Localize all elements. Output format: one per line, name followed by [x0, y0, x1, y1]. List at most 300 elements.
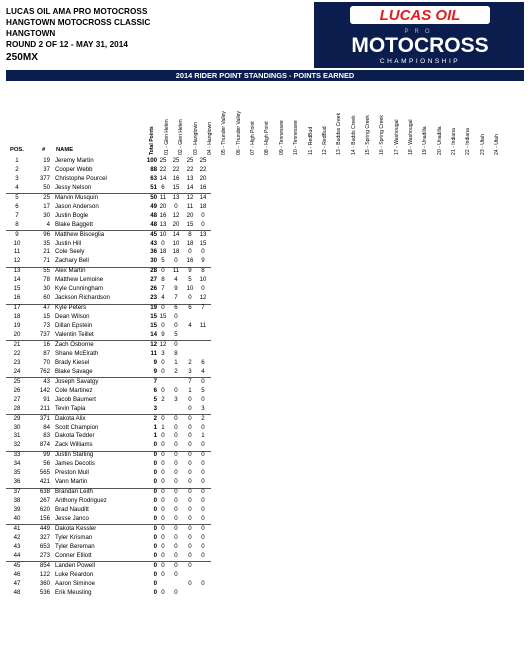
rider-position: 34 [13, 460, 21, 468]
rider-name: Cole Martinez [55, 386, 93, 394]
round-points: 0 [188, 506, 192, 513]
table-row [0, 432, 530, 441]
rider-name: James Decotis [55, 460, 95, 468]
table-row [0, 460, 530, 469]
round-header: 15 - Spring Creek [364, 115, 371, 155]
rider-number: 71 [43, 257, 50, 265]
rider-number: 47 [43, 304, 50, 312]
rider-number: 56 [43, 460, 50, 468]
round-points: 6 [201, 358, 205, 366]
rider-position: 33 [13, 451, 21, 459]
round-points: 3 [201, 404, 205, 412]
round-points: 0 [188, 460, 192, 468]
rider-position: 32 [13, 441, 21, 449]
round-points: 0 [188, 248, 192, 256]
round-points: 0 [188, 497, 192, 505]
table-row [0, 248, 530, 257]
rider-total-points: 0 [153, 460, 157, 468]
round-points: 0 [161, 451, 165, 459]
rider-total-points: 3 [153, 404, 157, 412]
rider-number: 83 [43, 432, 50, 440]
round-points: 11 [172, 267, 180, 275]
rider-number: 762 [39, 367, 50, 375]
rider-total-points: 9 [153, 367, 157, 375]
rider-position: 35 [13, 469, 21, 477]
rider-total-points: 50 [150, 193, 157, 201]
rider-number: 620 [39, 506, 50, 513]
round-points: 7 [201, 304, 205, 312]
round-points: 0 [161, 588, 165, 596]
round-points: 0 [174, 525, 178, 532]
round-points: 5 [161, 257, 165, 265]
round-header: 14 - Budds Creek [350, 115, 357, 155]
rider-position: 47 [13, 579, 21, 587]
rider-name: Scott Champion [55, 423, 99, 431]
rider-position: 15 [13, 285, 21, 293]
rider-name: Erik Meusling [55, 588, 92, 596]
rider-position: 25 [13, 377, 21, 385]
rider-name: Blake Baggett [55, 220, 93, 228]
round-points: 20 [172, 220, 180, 228]
rider-number: 55 [43, 267, 50, 275]
rider-name: Jeremy Martin [55, 157, 94, 164]
rider-position: 16 [13, 294, 21, 302]
rider-number: 43 [43, 377, 50, 385]
table-row [0, 488, 530, 497]
rider-position: 40 [13, 514, 21, 522]
round-points: 14 [199, 193, 207, 201]
table-row [0, 175, 530, 184]
table-row [0, 294, 530, 303]
rider-total-points: 0 [153, 514, 157, 522]
round-points: 5 [188, 276, 192, 284]
logo-championship-text: CHAMPIONSHIP [379, 58, 461, 65]
rider-position: 1 [15, 157, 19, 164]
table-row [0, 424, 530, 433]
round-points: 0 [161, 267, 165, 275]
rider-total-points: 12 [150, 341, 157, 348]
table-row [0, 166, 530, 175]
rider-position: 20 [13, 330, 21, 338]
rider-total-points: 36 [150, 248, 157, 256]
round-points: 0 [161, 542, 165, 550]
rider-position: 30 [13, 423, 21, 431]
round-points: 0 [161, 488, 165, 496]
rider-name: Marvin Musquin [55, 193, 99, 201]
rider-name: Landen Powell [55, 561, 95, 569]
table-row [0, 497, 530, 506]
table-row [0, 469, 530, 478]
table-row [0, 304, 530, 313]
rider-total-points: 0 [153, 542, 157, 550]
rider-number: 142 [39, 386, 50, 394]
round-points: 8 [174, 349, 178, 357]
round-points: 0 [188, 441, 192, 449]
round-points: 0 [201, 220, 205, 228]
round-points: 0 [201, 506, 205, 513]
round-points: 0 [201, 497, 205, 505]
rider-number: 122 [39, 570, 50, 578]
rider-number: 50 [43, 183, 50, 191]
round-points: 0 [174, 478, 178, 486]
rider-name: Zack Williams [55, 441, 93, 449]
round-points: 0 [174, 561, 178, 569]
series-title: LUCAS OIL AMA PRO MOTOCROSS [6, 7, 148, 16]
round-points: 0 [188, 423, 192, 431]
rider-position: 11 [13, 248, 21, 256]
round-points: 2 [188, 358, 192, 366]
round-points: 11 [199, 322, 207, 329]
rider-name: Alex Martin [55, 267, 86, 275]
table-row [0, 543, 530, 552]
rider-total-points: 0 [153, 561, 157, 569]
rider-position: 13 [13, 267, 21, 275]
round-points: 0 [161, 414, 165, 422]
round-points: 0 [201, 514, 205, 522]
round-points: 0 [161, 561, 165, 569]
round-header: 09 - Tennessee [278, 120, 285, 155]
rider-position: 39 [13, 506, 21, 513]
logo-graphic [314, 2, 524, 68]
lucas-oil-motocross-logo [314, 2, 524, 68]
round-points: 7 [174, 294, 178, 302]
table-row [0, 221, 530, 230]
round-points: 1 [161, 423, 165, 431]
rider-position: 9 [15, 230, 19, 238]
round-points: 0 [188, 514, 192, 522]
round-points: 0 [201, 285, 205, 293]
rider-total-points: 0 [153, 478, 157, 486]
round-points: 3 [188, 367, 192, 375]
rider-position: 26 [13, 386, 21, 394]
round-points: 20 [186, 211, 194, 219]
round-points: 0 [201, 542, 205, 550]
rider-number: 70 [43, 358, 50, 366]
rider-name: Dillan Epstein [55, 322, 93, 329]
table-row [0, 157, 530, 166]
rider-total-points: 0 [153, 525, 157, 532]
round-points: 22 [172, 165, 180, 173]
round-points: 0 [201, 478, 205, 486]
round-points: 0 [201, 533, 205, 541]
rider-position: 2 [15, 165, 19, 173]
round-points: 20 [199, 174, 207, 182]
table-row [0, 405, 530, 414]
round-points: 0 [188, 561, 192, 569]
rider-position: 18 [13, 313, 21, 321]
round-points: 14 [172, 230, 180, 238]
rider-position: 6 [15, 202, 19, 210]
rider-name: Matthew Lemoine [55, 276, 104, 284]
round-points: 25 [199, 157, 207, 164]
rider-number: 4 [46, 220, 50, 228]
round-points: 0 [188, 478, 192, 486]
round-points: 0 [161, 322, 165, 329]
rider-number: 25 [43, 193, 50, 201]
round-header: 12 - RedBud [321, 126, 328, 155]
round-points: 16 [199, 183, 207, 191]
rider-number: 30 [43, 285, 50, 293]
round-points: 12 [159, 341, 167, 348]
round-header: 07 - High Point [250, 121, 257, 155]
round-points: 5 [174, 330, 178, 338]
rider-number: 60 [43, 294, 50, 302]
rider-number: 377 [39, 174, 50, 182]
rider-name: Brandan Leith [55, 488, 93, 496]
round-points: 25 [159, 157, 167, 164]
rider-number: 267 [39, 497, 50, 505]
table-row [0, 571, 530, 580]
round-points: 0 [188, 525, 192, 532]
round-points: 0 [174, 469, 178, 477]
round-points: 0 [174, 542, 178, 550]
round-header: 24 - Utah [494, 134, 501, 155]
rider-total-points: 0 [153, 441, 157, 449]
rider-total-points: 14 [150, 330, 157, 338]
round-points: 0 [188, 395, 192, 403]
rider-position: 5 [15, 193, 19, 201]
rider-number: 87 [43, 349, 50, 357]
table-row [0, 350, 530, 359]
round-points: 0 [188, 551, 192, 559]
rider-number: 211 [40, 404, 50, 412]
rider-name: Tyler Bereman [55, 542, 95, 550]
round-points: 0 [174, 441, 178, 449]
rider-number: 360 [39, 579, 50, 587]
round-points: 8 [161, 276, 165, 284]
rider-name: Jackson Richardson [55, 294, 110, 302]
round-info: ROUND 2 OF 12 - MAY 31, 2014 [6, 40, 128, 49]
rider-position: 19 [13, 322, 21, 329]
round-points: 9 [188, 267, 192, 275]
round-header: 19 - Unadilla [422, 126, 429, 155]
round-points: 1 [201, 432, 205, 440]
round-points: 10 [159, 230, 167, 238]
rider-number: 15 [43, 313, 50, 321]
table-row [0, 525, 530, 534]
rider-position: 14 [13, 276, 21, 284]
round-points: 13 [159, 220, 167, 228]
table-row [0, 552, 530, 561]
rider-name: Blake Savage [55, 367, 93, 375]
round-points: 13 [172, 193, 180, 201]
round-points: 0 [174, 514, 178, 522]
round-points: 15 [172, 183, 180, 191]
rider-total-points: 0 [153, 551, 157, 559]
round-points: 0 [188, 533, 192, 541]
round-points: 0 [201, 211, 205, 219]
round-points: 18 [199, 202, 207, 210]
round-points: 0 [201, 248, 205, 256]
table-row [0, 322, 530, 331]
round-points: 0 [161, 358, 165, 366]
round-points: 18 [186, 239, 194, 247]
round-points: 6 [188, 304, 192, 312]
table-row [0, 562, 530, 571]
rider-name: Kyle Cunningham [55, 285, 104, 293]
round-points: 6 [174, 304, 178, 312]
round-header: 02 - Glen Helen [178, 119, 185, 155]
round-points: 0 [188, 414, 192, 422]
round-points: 1 [174, 358, 178, 366]
round-points: 0 [174, 488, 178, 496]
round-points: 9 [174, 285, 178, 293]
table-row [0, 378, 530, 387]
round-points: 0 [174, 533, 178, 541]
rider-position: 43 [13, 542, 21, 550]
rider-total-points: 48 [150, 211, 157, 219]
rider-number: 737 [39, 330, 50, 338]
round-points: 0 [174, 506, 178, 513]
rider-number: 327 [39, 533, 50, 541]
round-points: 18 [172, 248, 180, 256]
round-header: 08 - High Point [264, 121, 271, 155]
rider-name: Dakota Kessler [55, 525, 97, 532]
table-row [0, 387, 530, 396]
round-points: 0 [161, 570, 165, 578]
rider-name: Dakota Tedder [55, 432, 95, 440]
round-points: 16 [186, 257, 194, 265]
number-header: # [42, 147, 46, 153]
round-points: 16 [159, 211, 167, 219]
rider-name: Tevin Tapia [55, 404, 86, 412]
round-points: 0 [188, 432, 192, 440]
round-header: 01 - Glen Helen [164, 119, 170, 155]
rider-total-points: 0 [153, 451, 157, 459]
round-points: 0 [201, 551, 205, 559]
round-points: 0 [174, 451, 178, 459]
round-points: 0 [201, 488, 205, 496]
rider-position: 22 [13, 349, 21, 357]
rider-position: 41 [13, 525, 21, 532]
rider-total-points: 0 [153, 497, 157, 505]
round-header: 13 - Buddss Creek [336, 112, 343, 155]
logo-motocross-text: MOTOCROSS [351, 34, 489, 57]
rider-position: 24 [13, 367, 21, 375]
rider-total-points: 28 [150, 267, 157, 275]
round-header: 05 - Thunder Valley [221, 111, 228, 155]
round-points: 0 [161, 386, 165, 394]
rider-number: 16 [43, 341, 50, 348]
round-points: 13 [186, 174, 194, 182]
rider-total-points: 15 [150, 313, 157, 321]
rider-name: Conner Elliott [55, 551, 92, 559]
rider-total-points: 0 [153, 570, 157, 578]
round-points: 0 [201, 395, 205, 403]
rider-total-points: 9 [153, 358, 157, 366]
round-points: 0 [201, 451, 205, 459]
table-row [0, 203, 530, 212]
rider-position: 48 [13, 588, 21, 596]
round-points: 0 [161, 497, 165, 505]
rider-total-points: 1 [153, 423, 157, 431]
rider-number: 73 [43, 322, 50, 329]
rider-number: 536 [39, 588, 50, 596]
rider-position: 45 [13, 561, 21, 569]
table-row [0, 451, 530, 460]
rider-name: Vann Martin [55, 478, 88, 486]
rider-position: 46 [13, 570, 21, 578]
rider-number: 78 [43, 276, 50, 284]
round-points: 0 [188, 469, 192, 477]
round-points: 4 [161, 294, 165, 302]
rider-total-points: 30 [150, 257, 157, 265]
round-points: 12 [186, 193, 194, 201]
rider-number: 156 [39, 514, 50, 522]
round-points: 4 [174, 276, 178, 284]
rider-number: 91 [43, 395, 50, 403]
rider-total-points: 88 [150, 165, 157, 173]
round-points: 0 [174, 423, 178, 431]
round-points: 8 [201, 267, 205, 275]
rider-position: 8 [15, 220, 19, 228]
rider-total-points: 48 [150, 220, 157, 228]
rider-name: Aaron Siminoe [55, 579, 95, 587]
rider-name: Preston Mull [55, 469, 89, 477]
rider-position: 7 [15, 211, 19, 219]
rider-name: Valentin Teillet [55, 330, 94, 338]
standings-banner: 2014 RIDER POINT STANDINGS - POINTS EARNED [6, 70, 524, 81]
round-points: 9 [161, 330, 165, 338]
table-row [0, 441, 530, 450]
rider-number: 874 [39, 441, 50, 449]
rider-number: 37 [43, 165, 50, 173]
round-header: 22 - Indiana [465, 128, 472, 155]
round-points: 0 [161, 469, 165, 477]
round-points: 0 [161, 432, 165, 440]
table-row [0, 534, 530, 543]
rider-name: Jacob Baumert [55, 395, 96, 403]
rider-total-points: 0 [153, 588, 157, 596]
table-row [0, 240, 530, 249]
rider-number: 449 [39, 525, 50, 532]
table-row [0, 285, 530, 294]
table-row [0, 257, 530, 266]
round-points: 2 [201, 414, 205, 422]
rider-position: 29 [13, 414, 21, 422]
round-points: 0 [161, 551, 165, 559]
round-header: 16 - Spring Creek [379, 115, 386, 155]
round-points: 2 [174, 367, 178, 375]
round-points: 12 [199, 294, 207, 302]
rider-name: Jesse Janco [55, 514, 89, 522]
rider-total-points: 49 [150, 202, 157, 210]
round-points: 10 [186, 285, 194, 293]
class-label: 250MX [6, 52, 38, 63]
rider-position: 37 [13, 488, 21, 496]
rider-total-points: 15 [150, 322, 157, 329]
round-points: 0 [174, 414, 178, 422]
rider-name: Cole Seely [55, 248, 85, 256]
rider-total-points: 0 [153, 488, 157, 496]
table-row [0, 415, 530, 424]
round-points: 15 [199, 239, 207, 247]
rider-name: Shane McElrath [55, 349, 99, 357]
rider-total-points: 45 [150, 230, 157, 238]
round-points: 0 [161, 525, 165, 532]
round-points: 4 [188, 322, 192, 329]
round-points: 0 [174, 588, 178, 596]
rider-number: 371 [39, 414, 50, 422]
rider-total-points: 100 [146, 157, 157, 164]
round-points: 22 [186, 165, 194, 173]
round-points: 8 [188, 230, 192, 238]
round-points: 25 [172, 157, 180, 164]
round-points: 0 [174, 386, 178, 394]
round-points: 0 [161, 506, 165, 513]
rider-position: 10 [13, 239, 21, 247]
rider-total-points: 0 [153, 533, 157, 541]
